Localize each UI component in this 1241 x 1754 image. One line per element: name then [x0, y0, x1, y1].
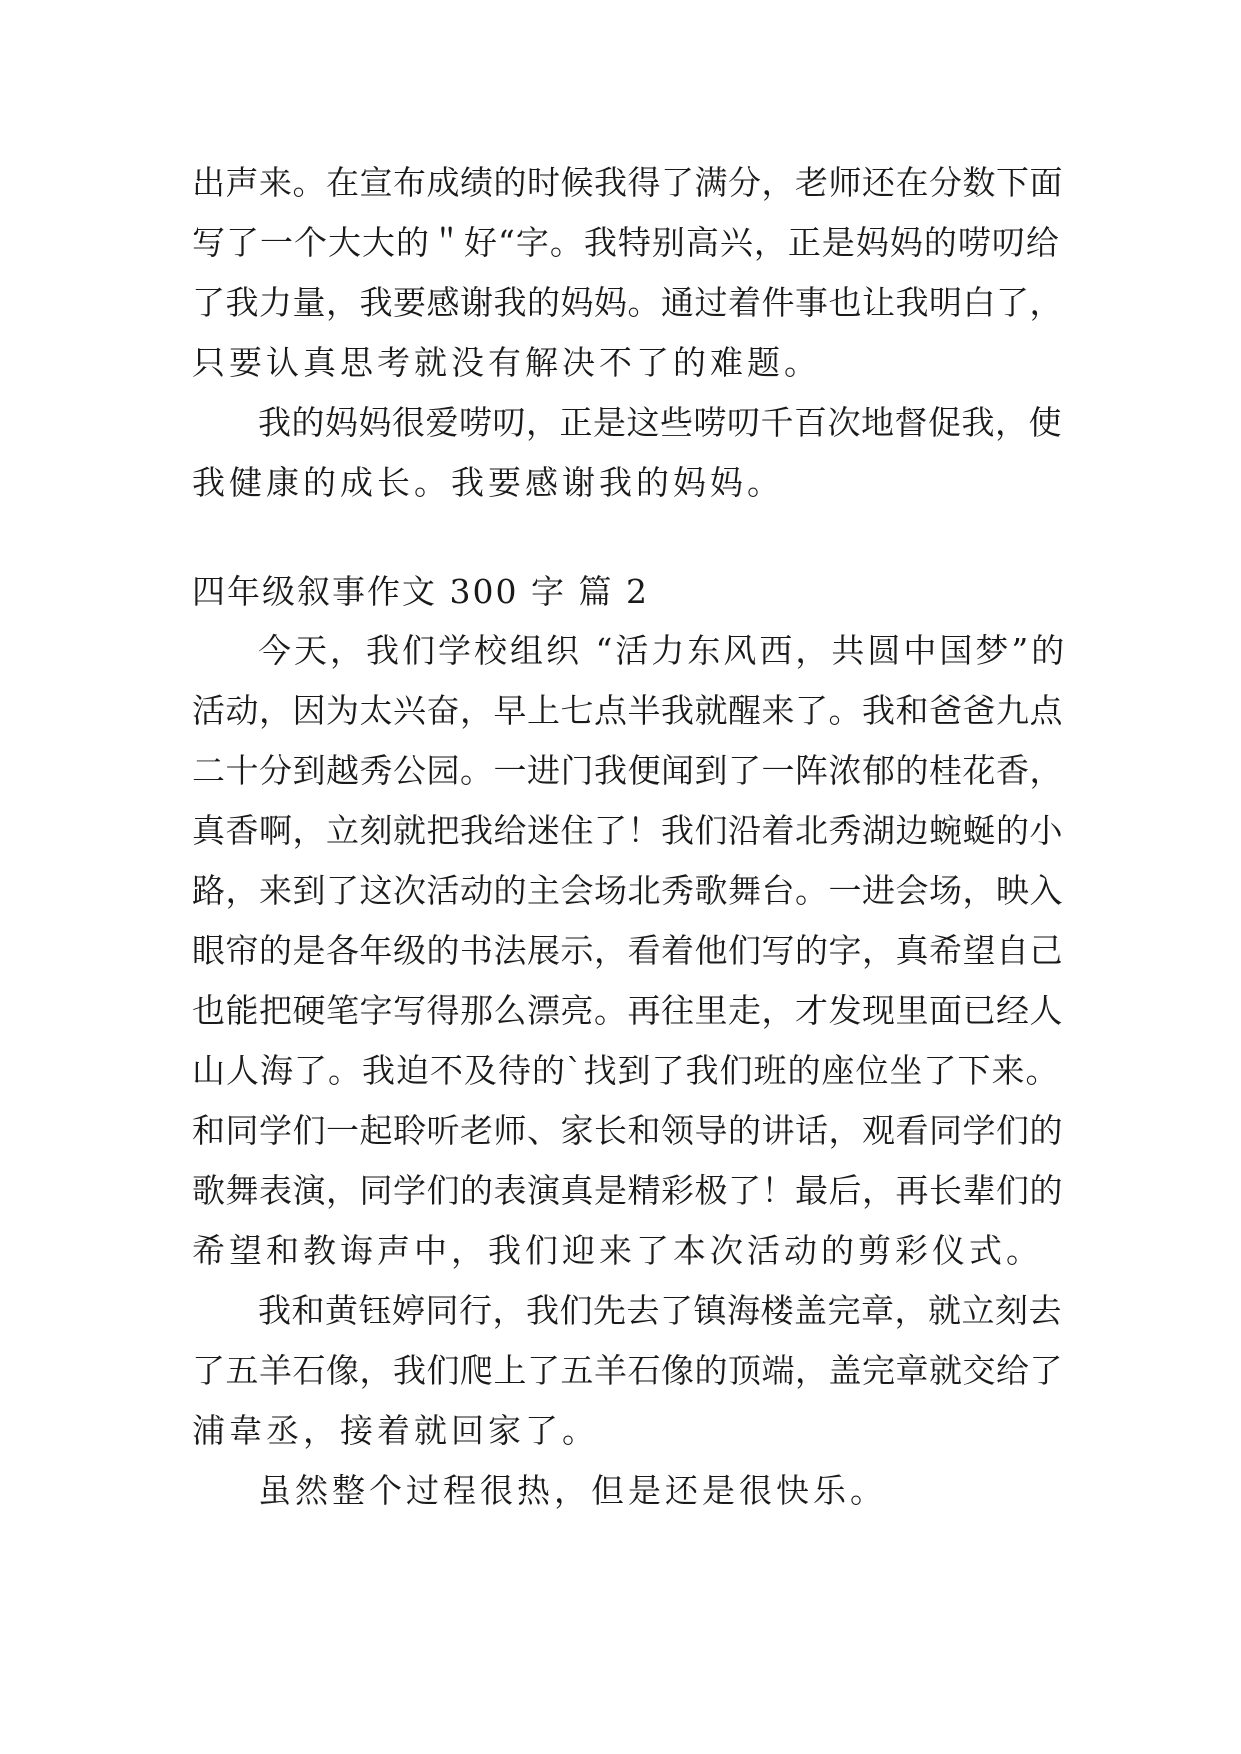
- essay-para-1-line-8: 山人海了。我迫不及待的`找到了我们班的座位坐了下来。: [192, 1051, 1060, 1090]
- essay-para-1-line-5: 路，来到了这次活动的主会场北秀歌舞台。一进会场，映入: [192, 871, 1063, 910]
- essay-para-1-line-10: 歌舞表演，同学们的表演真是精彩极了！最后，再长辈们的: [192, 1171, 1063, 1210]
- paragraph-1-line-2: 写了一个大大的＂好“字。我特别高兴，正是妈妈的唠叨给: [192, 223, 1060, 262]
- paragraph-2-line-1: 我的妈妈很爱唠叨，正是这些唠叨千百次地督促我，使: [258, 403, 1062, 442]
- paragraph-2-line-2: 我健康的成长。我要感谢我的妈妈。: [192, 463, 784, 502]
- paragraph-1-line-4: 只要认真思考就没有解决不了的难题。: [192, 343, 821, 382]
- section-heading: 四年级叙事作文 300 字 篇 2: [192, 572, 649, 611]
- essay-para-1-line-3: 二十分到越秀公园。一进门我便闻到了一阵浓郁的桂花香，: [192, 751, 1063, 790]
- paragraph-1-line-3: 了我力量，我要感谢我的妈妈。通过着件事也让我明白了，: [192, 283, 1063, 322]
- essay-para-3-line-1: 虽然整个过程很热，但是还是很快乐。: [258, 1471, 887, 1510]
- paragraph-1-line-1: 出声来。在宣布成绩的时候我得了满分，老师还在分数下面: [192, 163, 1063, 202]
- essay-para-1-line-2: 活动，因为太兴奋，早上七点半我就醒来了。我和爸爸九点: [192, 691, 1063, 730]
- essay-para-1-line-7: 也能把硬笔字写得那么漂亮。再往里走，才发现里面已经人: [192, 991, 1063, 1030]
- essay-para-2-line-1: 我和黄钰婷同行，我们先去了镇海楼盖完章，就立刻去: [258, 1291, 1062, 1330]
- essay-para-1-line-4: 真香啊，立刻就把我给迷住了！我们沿着北秀湖边蜿蜒的小: [192, 811, 1063, 850]
- essay-para-2-line-3: 浦韋丞，接着就回家了。: [192, 1411, 599, 1450]
- essay-para-1-line-6: 眼帘的是各年级的书法展示，看着他们写的字，真希望自己: [192, 931, 1063, 970]
- essay-para-1-line-9: 和同学们一起聆听老师、家长和领导的讲话，观看同学们的: [192, 1111, 1063, 1150]
- essay-para-2-line-2: 了五羊石像，我们爬上了五羊石像的顶端，盖完章就交给了: [192, 1351, 1063, 1390]
- essay-para-1-line-11: 希望和教诲声中，我们迎来了本次活动的剪彩仪式。: [192, 1231, 1043, 1270]
- essay-para-1-line-1: 今天，我们学校组织 “活力东风西，共圆中国梦”的: [258, 631, 1068, 670]
